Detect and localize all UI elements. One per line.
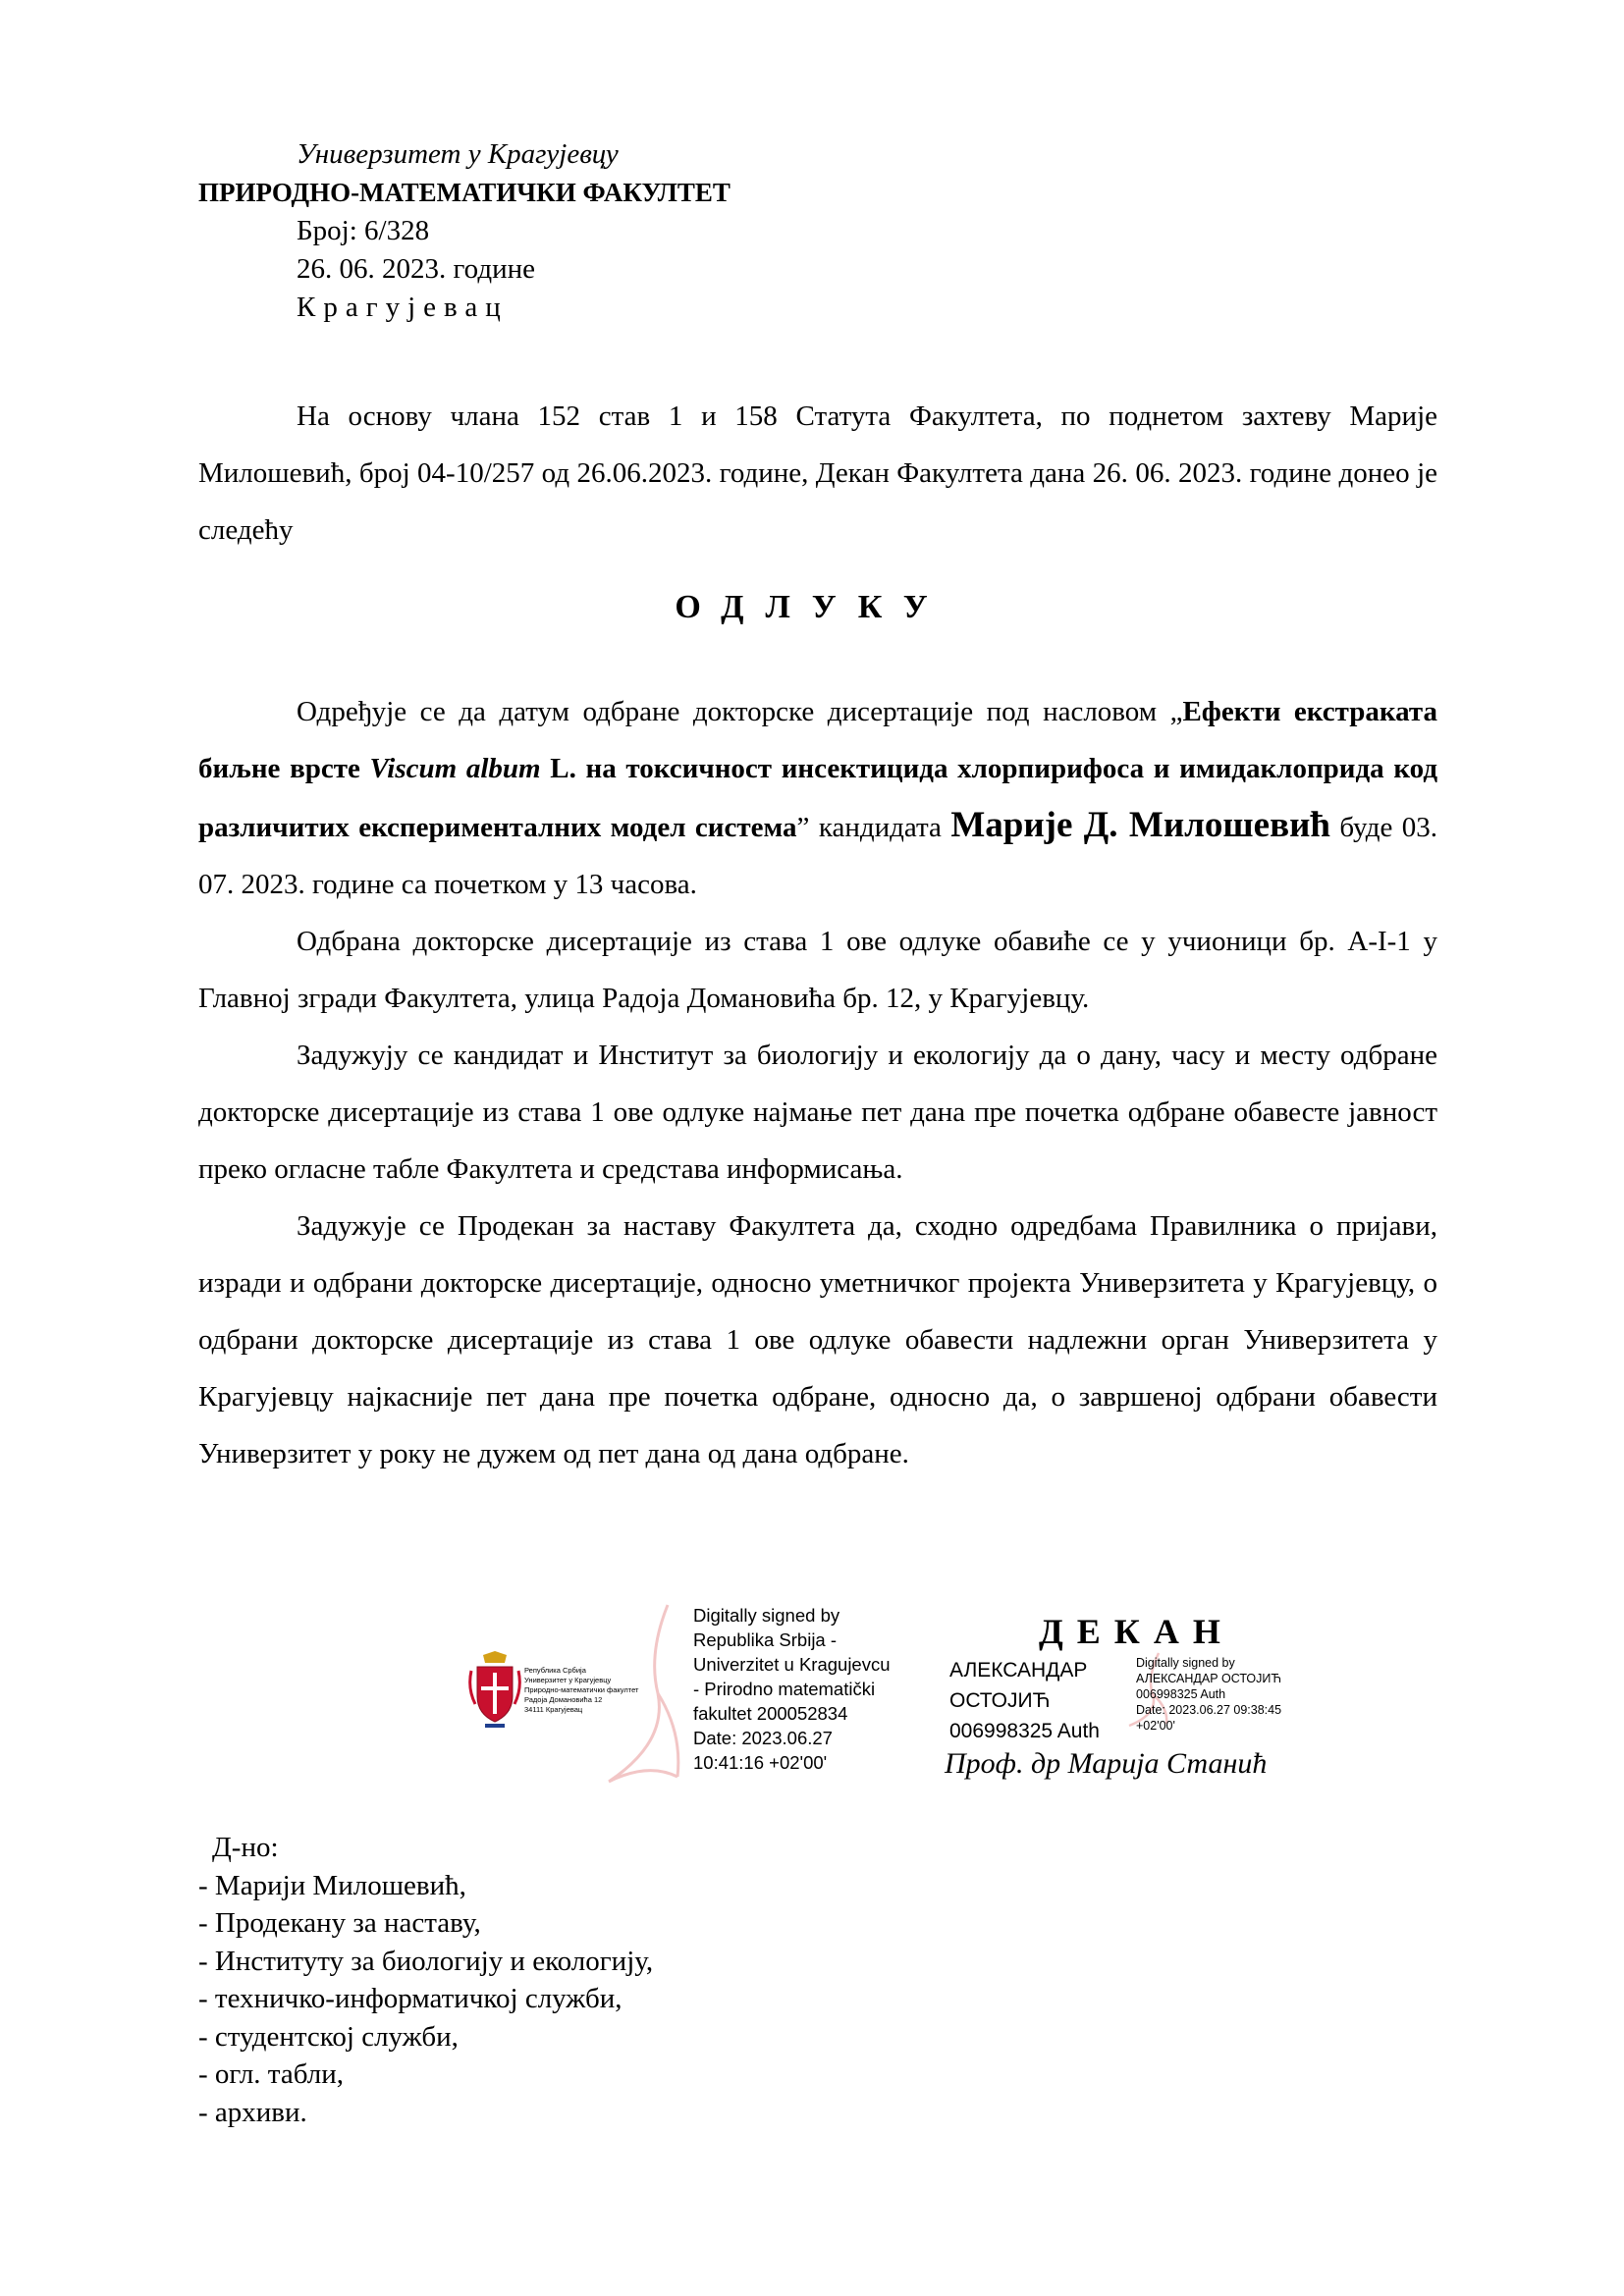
p1-start: Одређује се да датум одбране докторске дисертације под насловом „ xyxy=(297,696,1183,727)
decision-title: ОДЛУКУ xyxy=(675,589,949,625)
coat-of-arms-icon xyxy=(465,1649,524,1730)
signer-line: АЛЕКСАНДАР xyxy=(949,1659,1088,1682)
digital-signature-mark-icon xyxy=(589,1595,697,1791)
signature-line: Date: 2023.06.27 xyxy=(693,1728,833,1748)
faculty-name: ПРИРОДНО-МАТЕМАТИЧКИ ФАКУЛТЕТ xyxy=(198,178,731,207)
list-item: - огл. табли, xyxy=(198,2058,344,2090)
signer-line: ОСТОЈИЋ xyxy=(949,1689,1051,1712)
distribution-title: Д-но: xyxy=(212,1832,279,1863)
document-number: Број: 6/328 xyxy=(297,215,430,246)
dean-digital-signature xyxy=(1136,1655,1323,1734)
decision-paragraph-2: Одбрана докторске дисертације из става 1 ове одлуке обавиће се у учионици бр. А-I-1 у Главној згради Факултета, улица Радоја Домановића бр. 12, у Крагујевцу. xyxy=(198,926,1437,1014)
dean-title: ДЕКАН xyxy=(1039,1612,1234,1651)
dean-name: Проф. др Марија Станић xyxy=(945,1747,1268,1780)
list-item: - студентској служби, xyxy=(198,2020,459,2053)
dissertation-title-b: L. на токсичност инсектицида хлорпирифоса и имидаклоприда код различитих експерименталних модел система xyxy=(198,753,1437,843)
document-city: Крагујевац xyxy=(297,292,509,323)
decision-body xyxy=(198,683,1437,1482)
seal-line: Природно-математички факултет xyxy=(524,1685,639,1694)
list-item: - Марији Милошевић, xyxy=(198,1869,466,1901)
signature-line: Digitally signed by xyxy=(693,1605,840,1626)
distribution-items xyxy=(198,1867,653,2132)
dissertation-title-a: Ефекти екстраката биљне врсте xyxy=(198,696,1437,784)
signature-detail-line: Date: 2023.06.27 09:38:45 xyxy=(1136,1703,1282,1717)
signature-detail-line: Digitally signed by xyxy=(1136,1656,1235,1670)
list-item: - Продекану за наставу, xyxy=(198,1907,481,1939)
signature-line: fakultet 200052834 xyxy=(693,1703,848,1724)
signature-line: Republika Srbija - xyxy=(693,1629,838,1650)
signature-line: - Prirodno matematički xyxy=(693,1679,876,1699)
signature-detail-line: АЛЕКСАНДАР ОСТОЈИЋ xyxy=(1136,1672,1282,1685)
seal-line: 34111 Крагујевац xyxy=(524,1705,583,1714)
decision-paragraph-4: Задужује се Продекан за наставу Факултета да, сходно одредбама Правилника о пријави, изради и одбрани докторске дисертације, односно уметничког пројекта Универзитета у Крагујевцу, о одбрани докторске дисертације из става 1 ове одлуке обавести надлежни орган Универзитета у Крагујевцу најкасније пет дана пре почетка одбране, односно да, о завршеној одбрани обавести Универзитет у року не дужем од пет дана од дана одбране. xyxy=(198,1210,1437,1469)
intro-text: На основу члана 152 став 1 и 158 Статута Факултета, по поднетом захтеву Марије Милошевић, број 04-10/257 од 26.06.2023. године, Декан Факултета дана 26. 06. 2023. године донео је следећу xyxy=(198,400,1437,546)
decision-paragraph-3: Задужују се кандидат и Институт за биологију и екологију да о дану, часу и месту одбране докторске дисертације из става 1 ове одлуке најмање пет дана пре почетка одбране обавесте јавност преко огласне табле Факултета и средстава информисања. xyxy=(198,1040,1437,1185)
list-item: - техничко-информатичкој служби, xyxy=(198,1983,623,2014)
list-item: - архиви. xyxy=(198,2096,307,2128)
dissertation-title-species: Viscum album xyxy=(369,753,541,784)
intro-paragraph xyxy=(198,388,1437,559)
seal-line: Република Србија xyxy=(524,1666,586,1675)
seal-line: Универзитет у Крагујевцу xyxy=(524,1676,612,1684)
seal-line: Радоја Домановића 12 xyxy=(524,1695,603,1704)
signature-line: 10:41:16 +02'00' xyxy=(693,1752,828,1773)
signature-detail-line: +02'00' xyxy=(1136,1719,1175,1733)
p1-mid: ” кандидата xyxy=(796,812,951,843)
distribution-list xyxy=(198,1829,653,2131)
signature-line: Univerzitet u Kragujevcu xyxy=(693,1654,891,1675)
signer-line: 006998325 Auth xyxy=(949,1720,1100,1742)
list-item: - Институту за биологију и екологију, xyxy=(198,1945,654,1977)
candidate-name: Марије Д. Милошевић xyxy=(950,805,1330,845)
p1-end: буде 03. 07. 2023. године са почетком у 13 часова. xyxy=(198,812,1437,900)
document-header xyxy=(198,135,886,327)
document-date: 26. 06. 2023. године xyxy=(297,253,536,285)
university-name: Универзитет у Крагујевцу xyxy=(297,138,619,170)
faculty-digital-signature xyxy=(693,1603,929,1775)
signature-detail-line: 006998325 Auth xyxy=(1136,1687,1226,1701)
decision-paragraph-1 xyxy=(198,683,1437,913)
dean-signer-name xyxy=(949,1655,1146,1746)
